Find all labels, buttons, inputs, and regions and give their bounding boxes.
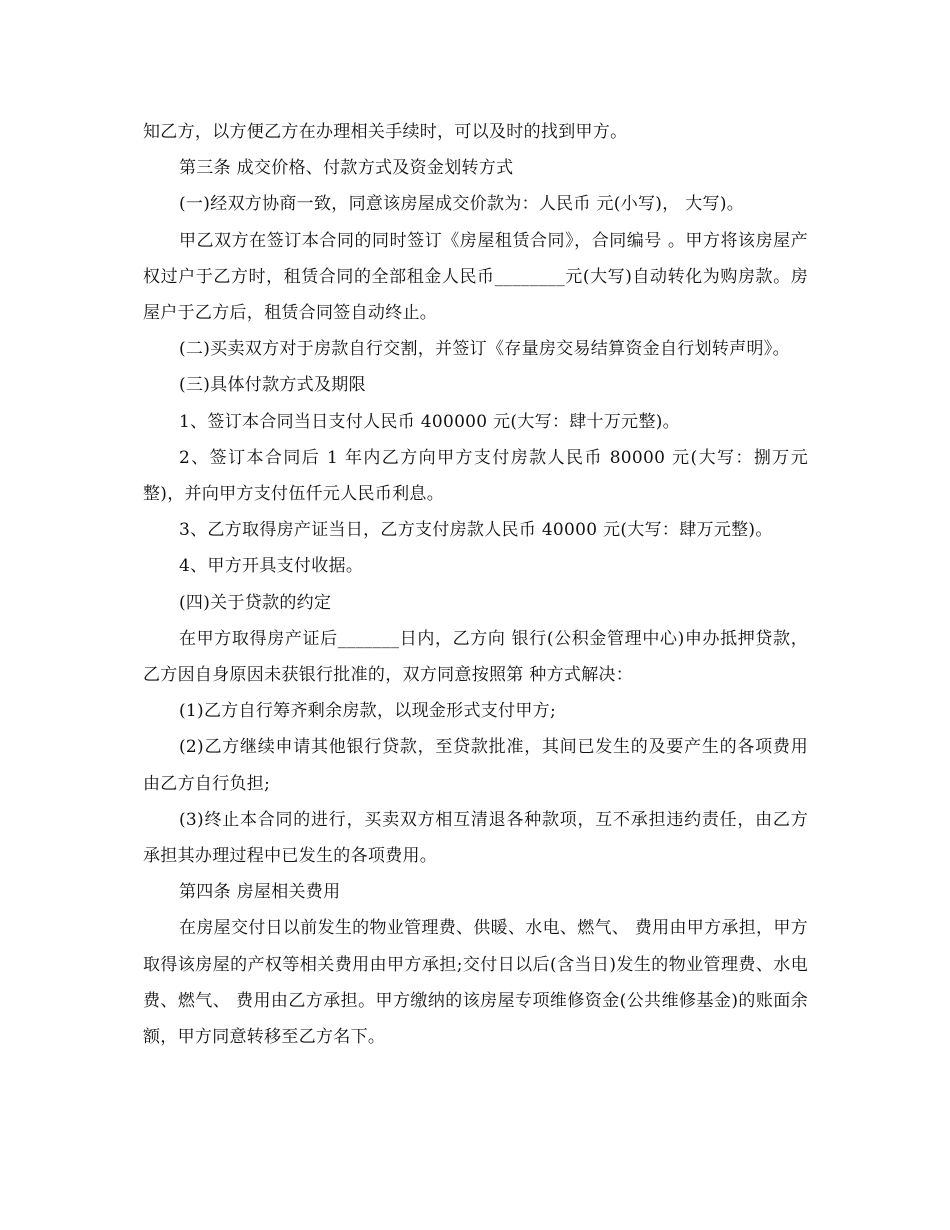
article-4-heading: 第四条 房屋相关费用 [179, 882, 341, 903]
loan-option-1: (1)乙方自行筹齐剩余房款，以现金形式支付甲方; [179, 701, 557, 722]
payment-item-4: 4、甲方开具支付收据。 [179, 556, 364, 577]
contract-body [143, 114, 808, 1055]
article-3-heading: 第三条 成交价格、付款方式及资金划转方式 [179, 158, 514, 179]
paragraph-property-fees: 在房屋交付日以前发生的物业管理费、供暖、水电、燃气、 费用由甲方承担，甲方取得该房屋的产权等相关费用由甲方承担;交付日以后(含当日)发生的物业管理费、水电费、燃气、 费用由乙方承担。甲方缴纳的该房屋专项维修资金(公共维修基金)的账面余额，甲方同意转移至乙方名下。 [143, 918, 808, 1048]
loan-option-2: (2)乙方继续申请其他银行贷款，至贷款批准，其间已发生的及要产生的各项费用由乙方自行负担; [143, 737, 808, 794]
payment-item-3: 3、乙方取得房产证当日，乙方支付房款人民币 40000 元(大写：肆万元整)。 [179, 520, 773, 541]
payment-item-2: 2、签订本合同后 1 年内乙方向甲方支付房款人民币 80000 元(大写：捌万元整)，并向甲方支付伍仟元人民币利息。 [143, 447, 808, 505]
payment-terms-heading: (三)具体付款方式及期限 [179, 375, 366, 396]
paragraph-price-agreement: (一)经双方协商一致，同意该房屋成交价款为：人民币 元(小写)， 大写)。 [179, 194, 745, 215]
paragraph-notice-continuation: 知乙方，以方便乙方在办理相关手续时，可以及时的找到甲方。 [143, 122, 628, 142]
paragraph-loan-application: 在甲方取得房产证后_______日内，乙方向 银行(公积金管理中心)申办抵押贷款，乙方因自身原因未获银行批准的，双方同意按照第 种方式解决： [143, 628, 808, 686]
payment-item-1: 1、签订本合同当日支付人民币 400000 元(大写：肆十万元整)。 [179, 411, 680, 432]
loan-terms-heading: (四)关于贷款的约定 [179, 592, 332, 613]
loan-option-3: (3)终止本合同的进行，买卖双方相互清退各种款项，互不承担违约责任，由乙方承担其办理过程中已发生的各项费用。 [143, 809, 808, 867]
paragraph-self-settlement: (二)买卖双方对于房款自行交割，并签订《存量房交易结算资金自行划转声明》。 [179, 339, 790, 360]
paragraph-lease-contract: 甲乙双方在签订本合同的同时签订《房屋租赁合同》，合同编号 。甲方将该房屋产权过户于乙方时，租赁合同的全部租金人民币________元(大写)自动转化为购房款。房屋户于乙方后，租赁合同签自动终止。 [143, 230, 808, 324]
